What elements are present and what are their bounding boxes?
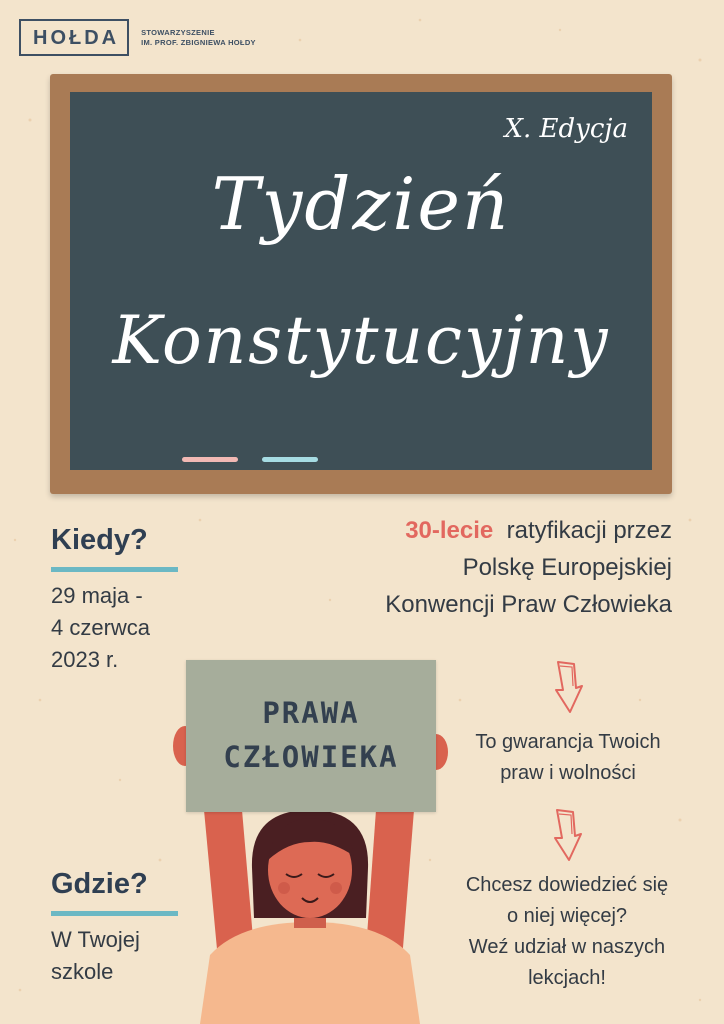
when-line-1: 29 maja - <box>51 583 143 608</box>
right-cheek <box>330 882 342 894</box>
title-line-2: Konstytucyjny <box>112 302 610 379</box>
guarantee-line-2: praw i wolności <box>500 762 636 784</box>
sign-board <box>186 660 436 812</box>
edition-label: X. Edycja <box>504 114 628 144</box>
when-underline <box>51 567 178 572</box>
guarantee-text <box>454 727 682 789</box>
where-underline <box>51 911 178 916</box>
anniversary-line-1-rest: ratyfikacji przez <box>506 517 672 544</box>
logo <box>19 19 256 56</box>
where-line-2: szkole <box>51 959 114 984</box>
logo-subtitle-line2: IM. PROF. ZBIGNIEWA HOŁDY <box>141 37 256 47</box>
cta-line-1: Chcesz dowiedzieć się <box>465 874 669 896</box>
cta-line-2: o niej więcej? <box>506 905 628 927</box>
anniversary-line-3: Konwencji Praw Człowieka <box>385 591 672 618</box>
anniversary-accent: 30-lecie <box>405 517 494 544</box>
guarantee-line-1: To gwarancja Twoich <box>475 731 661 753</box>
title-line-1: Tydzień <box>211 162 511 246</box>
left-cheek <box>278 882 290 894</box>
where-place <box>51 924 140 988</box>
anniversary-line-2: Polskę Europejskiej <box>462 554 672 581</box>
cta-text <box>440 870 694 994</box>
logo-subtitle <box>141 28 256 48</box>
logo-mark: HOŁDA <box>19 19 129 56</box>
chalk-blue <box>262 457 318 462</box>
when-dates <box>51 580 150 676</box>
sign-line-2: CZŁOWIEKA <box>223 740 399 774</box>
sign-line-1: PRAWA <box>262 696 360 730</box>
cta-line-4: lekcjach! <box>528 967 606 989</box>
chalk-pink <box>182 457 238 462</box>
when-heading: Kiedy? <box>51 524 148 556</box>
arrow-down-icon <box>552 660 584 716</box>
anniversary-text <box>385 512 672 623</box>
cta-line-3: Weź udział w naszych <box>468 936 666 958</box>
anniversary-line-1 <box>385 512 672 549</box>
where-heading: Gdzie? <box>51 868 148 900</box>
when-line-2: 4 czerwca <box>51 615 151 640</box>
arrow-down-icon <box>551 808 583 864</box>
where-line-1: W Twojej <box>51 927 140 952</box>
chalkboard <box>50 74 672 494</box>
logo-subtitle-line1: STOWARZYSZENIE <box>141 27 215 37</box>
chalkboard-surface <box>70 92 652 470</box>
when-line-3: 2023 r. <box>51 647 119 672</box>
